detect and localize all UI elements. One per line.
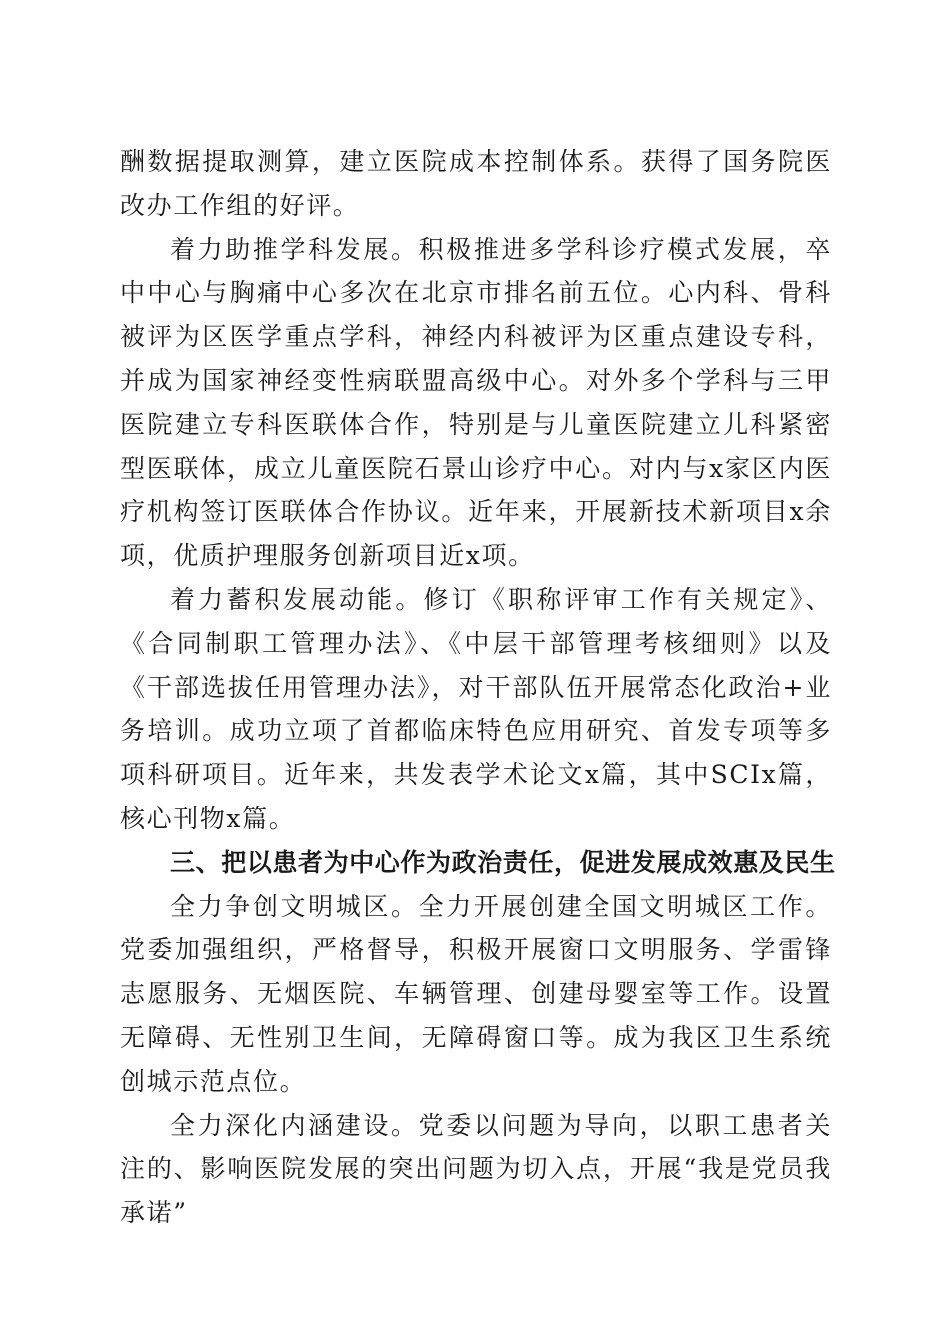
paragraph-connotation-building: 全力深化内涵建设。党委以问题为导向，以职工患者关注的、影响医院发展的突出问题为切入点，开展“我是党员我承诺”	[120, 1110, 832, 1228]
section-heading-3: 三、把以患者为中心作为政治责任，促进发展成效惠及民生	[170, 847, 836, 877]
paragraph-continued: 酬数据提取测算，建立医院成本控制体系。获得了国务院医改办工作组的好评。	[120, 147, 832, 220]
paragraph-discipline-development: 着力助推学科发展。积极推进多学科诊疗模式发展，卒中中心与胸痛中心多次在北京市排名前五位。心内科、骨科被评为区医学重点学科，神经内科被评为区重点建设专科，并成为国家神经变性病联盟高级中心。对外多个学科与三甲医院建立专科医联体合作，特别是与儿童医院建立儿科紧密型医联体，成立儿童医院石景山诊疗中心。对内与x家区内医疗机构签订医联体合作协议。近年来，开展新技术新项目x余项，优质护理服务创新项目近x项。	[120, 234, 832, 571]
paragraph-development-momentum: 着力蓄积发展动能。修订《职称评审工作有关规定》、《合同制职工管理办法》、《中层干部管理考核细则》以及《干部选拔任用管理办法》，对干部队伍开展常态化政治+业务培训。成功立项了首都临床特色应用研究、首发专项等多项科研项目。近年来，共发表学术论文x篇，其中SCIx篇，核心刊物x篇。	[120, 584, 832, 833]
document-body	[120, 140, 836, 1235]
paragraph-civilized-district: 全力争创文明城区。全力开展创建全国文明城区工作。党委加强组织，严格督导，积极开展窗口文明服务、学雷锋志愿服务、无烟医院、车辆管理、创建母婴室等工作。设置无障碍、无性别卫生间，无障碍窗口等。成为我区卫生系统创城示范点位。	[120, 891, 832, 1096]
